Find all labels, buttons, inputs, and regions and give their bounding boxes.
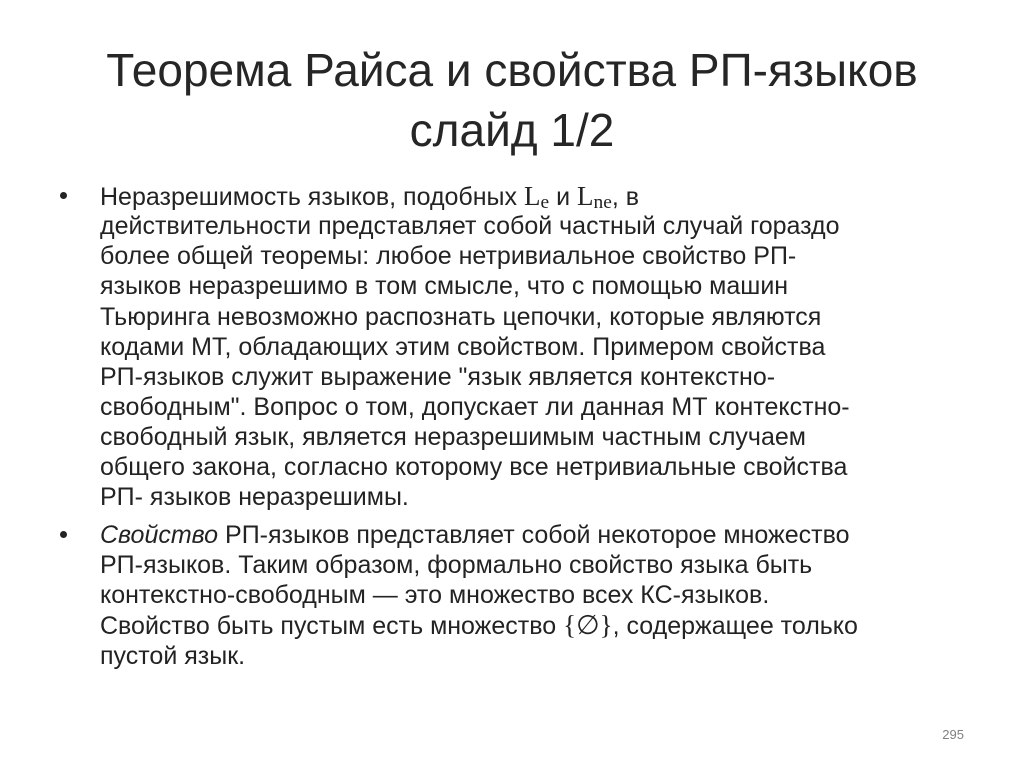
slide-title-line-1: Теорема Райса и свойства РП-языков — [106, 44, 918, 96]
bullet-2-line-4 — [100, 610, 980, 640]
bullet-1-line-6: кодами МТ, обладающих этим свойством. Примером свойства — [100, 332, 826, 361]
bullet-1-line-1 — [100, 181, 980, 214]
bullet-1-line-2: действительности представляет собой частный случай гораздо — [100, 212, 840, 241]
math-l-ne — [576, 181, 612, 214]
bullet-2-marker — [60, 531, 67, 538]
bullet-1-line-3: более общей теоремы: любое нетривиальное свойство РП- — [100, 242, 797, 271]
bullet-1-line-5: Тьюринга невозможно распознать цепочки, которые являются — [100, 302, 822, 331]
page-number: 295 — [942, 727, 964, 742]
bullet-1-marker — [60, 192, 67, 199]
math-l-e — [523, 181, 550, 214]
bullet-1-line-10: общего закона, согласно которому все нетривиальные свойства — [100, 453, 848, 482]
bullet-1-line-8: свободным". Вопрос о том, допускает ли данная МТ контекстно- — [100, 392, 850, 421]
bullet-2-line-2: РП-языков. Таким образом, формально свойство языка быть — [100, 551, 813, 580]
bullet-2-line-1 — [100, 520, 980, 550]
math-l-e-subscript: e — [540, 192, 550, 214]
bullet-2-line-4-text-end: , содержащее только — [612, 612, 858, 641]
bullet-2-line-4-text-start: Свойство быть пустым есть множество — [100, 612, 564, 641]
math-l-ne-subscript: ne — [593, 192, 612, 214]
bullet-2-line-1-text: РП-языков представляет собой некоторое множество — [218, 521, 850, 549]
bullet-1-line-1-text-end: , в — [611, 183, 640, 211]
bullet-1-line-11: РП- языков неразрешимы. — [100, 483, 409, 512]
bullet-1 — [100, 181, 980, 513]
italic-term-svoistvo: Свойство — [100, 521, 219, 549]
bullet-1-line-4: языков неразрешимо в том смысле, что с помощью машин — [100, 272, 789, 301]
slide-title — [0, 40, 1024, 160]
math-l-e-base: L — [523, 181, 541, 211]
math-l-ne-base: L — [576, 181, 594, 211]
bullet-2-line-3: контекстно-свободным — это множество всех КС-языков. — [100, 581, 770, 610]
bullet-2-line-5: пустой язык. — [100, 641, 246, 670]
bullet-1-line-1-text-start: Неразрешимость языков, подобных — [100, 183, 524, 211]
bullet-1-line-7: РП-языков служит выражение "язык является контекстно- — [100, 362, 776, 391]
math-empty-set: {∅} — [563, 610, 613, 641]
bullet-2 — [100, 520, 980, 671]
bullet-1-line-1-text-between: и — [549, 183, 577, 211]
slide-title-line-2: слайд 1/2 — [409, 104, 615, 156]
bullet-1-line-9: свободный язык, является неразрешимым частным случаем — [100, 423, 806, 452]
